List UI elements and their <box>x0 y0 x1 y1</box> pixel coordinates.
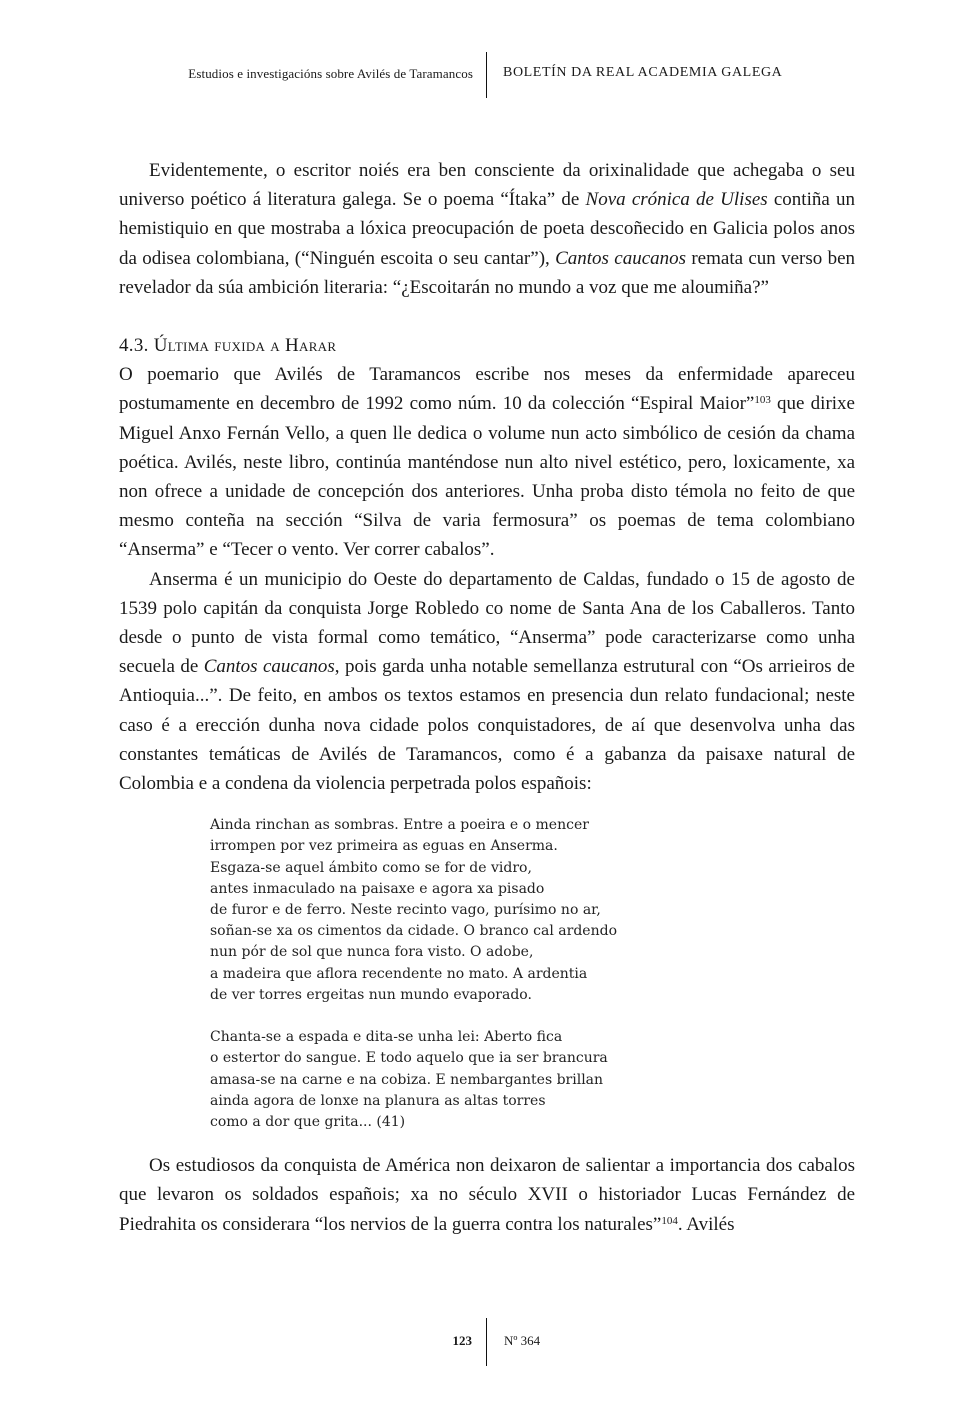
text: Anserma é un municipio do Oeste do departamento de Caldas, fundado o 15 de agosto de 1539 polo capitán da conquista Jorge Robledo co nome de Santa Ana de los Caballeros. Tanto desde o punto de vista formal como temático, “Anserma” pode caracterizarse como unha secuela de <box>119 568 855 678</box>
section-heading: 4.3. Última fuxida a Harar <box>119 335 337 357</box>
text: contiña un hemistiquio en que mostraba a lóxica preocupación de poeta descoñecido en Galicia polos anos da odisea colombiana, (“Ninguén escoita o seu cantar”), <box>119 189 855 269</box>
text: Os estudiosos da conquista de América non deixaron de salientar a importancia dos cabalos que levaron os soldados españois; xa no século XVII o historiador Lucas Fernández de Piedrahita os considerara “los nervios de la guerra contra los naturales” <box>119 1155 855 1235</box>
poem-line: Esgaza-se aquel ámbito como se for de vidro, <box>210 859 532 876</box>
running-header-title: Estudios e investigacións sobre Avilés de Taramancos <box>188 66 473 81</box>
poem-line: nun pór de sol que nunca fora visto. O adobe, <box>210 944 534 961</box>
footnote-ref[interactable]: 103 <box>754 394 771 407</box>
stanza <box>210 1027 855 1133</box>
poem-line: soñan-se xa os cimentos da cidade. O branco cal ardendo <box>210 923 617 940</box>
poem-line: a madeira que aflora recendente no mato. A ardentia <box>210 965 588 982</box>
text: remata cun verso ben revelador da súa ambición literaria: “¿Escoitarán no mundo a voz que me aloumiña?” <box>119 247 856 298</box>
poem-line: Ainda rinchan as sombras. Entre a poeira e o mencer <box>210 817 589 834</box>
footnote-ref[interactable]: 104 <box>661 1214 678 1227</box>
issue-number: Nº 364 <box>504 1333 541 1348</box>
page-footer <box>0 1318 975 1368</box>
poem-line: como a dor que grita... (41) <box>210 1113 406 1130</box>
page-number: 123 <box>452 1333 472 1348</box>
text: que dirixe Miguel Anxo Fernán Vello, a quen lle dedica o volume nun acto simbólico de cesión da chama poética. Avilés, neste libro, continúa manténdose nun alto nivel estético, pero, loxicamente, xa non ofrece a unidade de concepción dos anteriores. Unha proba disto témola no feito de que mesmo conteña na sección “Silva de varia fermosura” os poemas de tema colombiano “Anserma” e “Tecer o vento. Ver correr cabalos”. <box>119 393 855 561</box>
paragraph <box>119 360 855 564</box>
book-title: Cantos caucanos <box>555 247 687 269</box>
stanza <box>210 815 855 1006</box>
poem-line: de furor e de ferro. Neste recinto vago, purísimo no ar, <box>210 902 601 919</box>
book-title: Cantos caucanos <box>203 656 335 678</box>
running-header-journal: BOLETÍN DA REAL ACADEMIA GALEGA <box>503 65 783 80</box>
poem-quotation <box>210 815 855 1133</box>
poem-line: o estertor do sangue. E todo aquelo que ia ser brancura <box>210 1050 608 1067</box>
article-body <box>119 156 855 1239</box>
poem-line: de ver torres ergeitas nun mundo evaporado. <box>210 986 532 1003</box>
book-title: Nova crónica de Ulises <box>585 189 768 211</box>
text: . Avilés <box>677 1213 735 1235</box>
running-header <box>0 52 975 100</box>
text: , pois garda unha notable semellanza estrutural con “Os arrieiros de Antioquia...”. De feito, en ambos os textos estamos en presencia dun relato fundacional; neste caso é a erección dunha nova cidade polos conquistadores, de aí que desenvolva unha das constantes temáticas de Avilés de Taramancos, como é a gabanza da paisaxe natural de Colombia e a condena da violencia perpetrada polos españois: <box>119 656 855 795</box>
poem-line: Chanta-se a espada e dita-se unha lei: Aberto fica <box>210 1029 563 1046</box>
text: O poemario que Avilés de Taramancos escribe nos meses da enfermidade apareceu postumamente en decembro de 1992 como núm. 10 da colección “Espiral Maior” <box>119 364 855 415</box>
header-divider <box>486 52 487 98</box>
poem-line: ainda agora de lonxe na planura as altas torres <box>210 1092 546 1109</box>
poem-line: antes inmaculado na paisaxe e agora xa pisado <box>210 880 545 897</box>
paragraph <box>119 1151 855 1239</box>
poem-line: amasa-se na carne e na cobiza. E nembargantes brillan <box>210 1071 604 1088</box>
poem-line: irrompen por vez primeira as eguas en Anserma. <box>210 838 558 855</box>
paragraph <box>119 156 855 302</box>
text: Evidentemente, o escritor noiés era ben consciente da orixinalidade que achegaba o seu universo poético á literatura galega. Se o poema “Ítaka” de <box>119 160 855 211</box>
paragraph <box>119 565 855 799</box>
footer-divider <box>486 1318 487 1366</box>
